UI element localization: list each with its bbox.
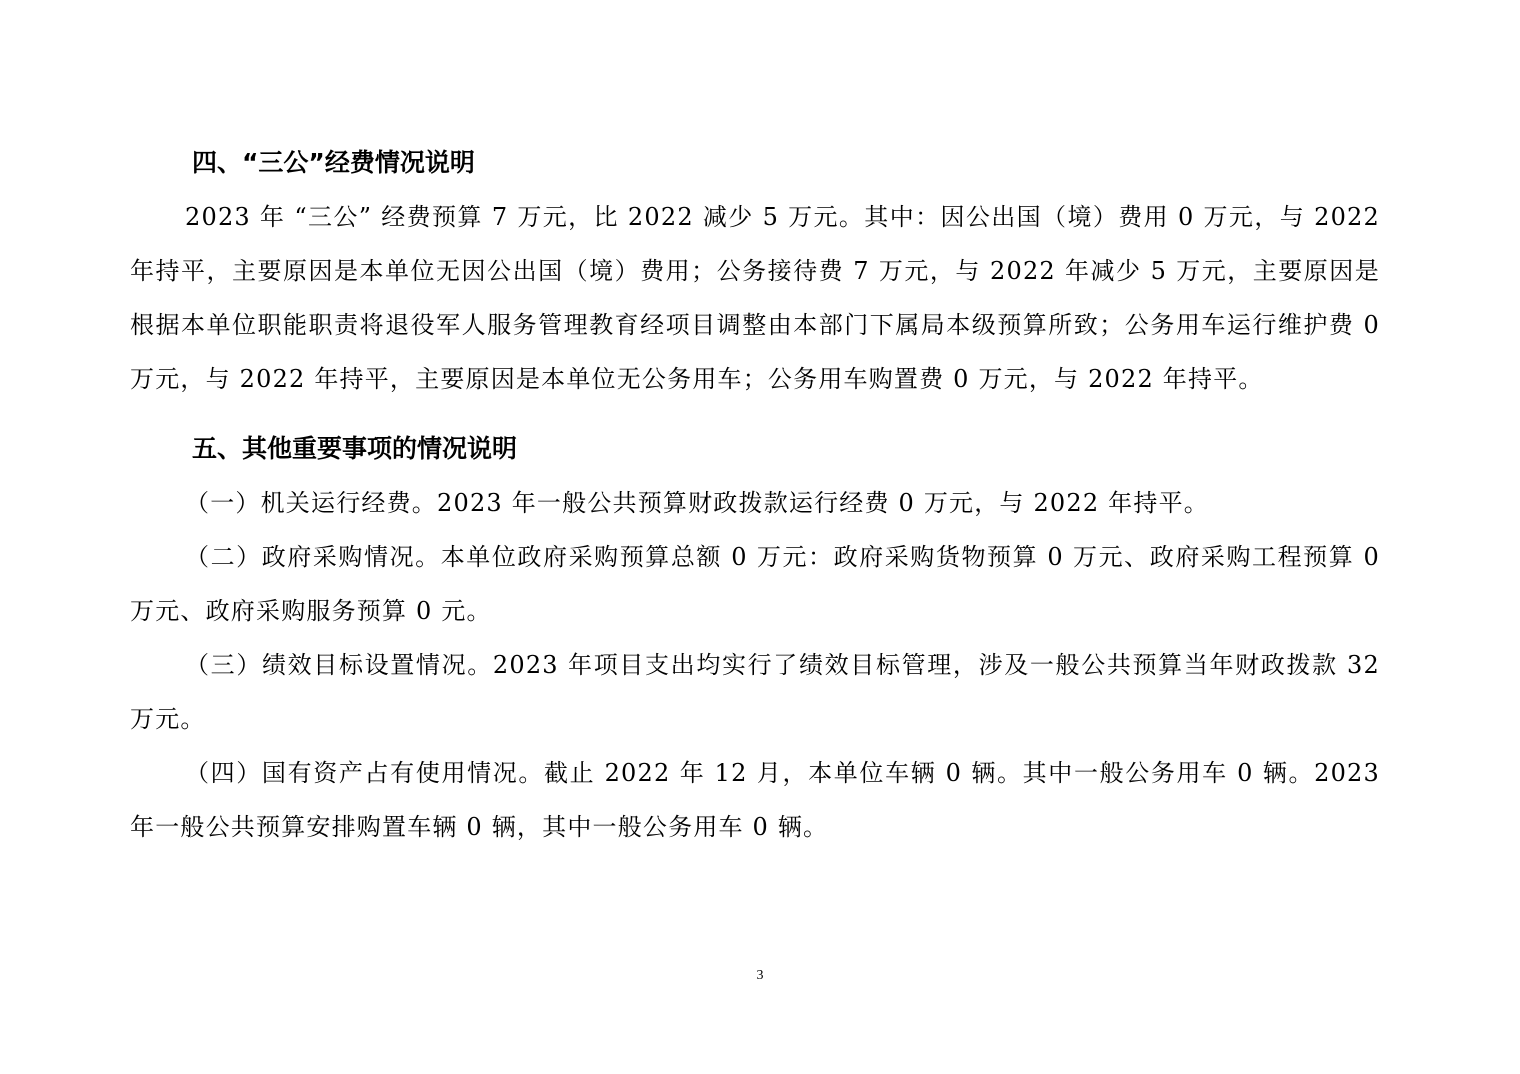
document-body bbox=[130, 136, 1380, 854]
section-heading-five: 五、其他重要事项的情况说明 bbox=[192, 434, 518, 463]
section-gap bbox=[130, 406, 1380, 422]
item-performance-targets: （三）绩效目标设置情况。2023 年项目支出均实行了绩效目标管理，涉及一般公共预算当年财政拨款 32 万元。 bbox=[130, 651, 1380, 733]
section-four-paragraph: 2023 年 “三公” 经费预算 7 万元，比 2022 减少 5 万元。其中：因公出国（境）费用 0 万元，与 2022 年持平，主要原因是本单位无因公出国（境）费用；公务接待费 7 万元，与 2022 年减少 5 万元，主要原因是根据本单位职能职责将退役军人服务管理教育经项目调整由本部门下属局本级预算所致；公务用车运行维护费 0 万元，与 2022 年持平，主要原因是本单位无公务用车；公务用车购置费 0 万元，与 2022 年持平。 bbox=[130, 203, 1380, 393]
item-operating-expenses: （一）机关运行经费。2023 年一般公共预算财政拨款运行经费 0 万元，与 2022 年持平。 bbox=[185, 489, 1209, 517]
section-heading-four: 四、“三公”经费情况说明 bbox=[192, 148, 475, 177]
item-state-assets: （四）国有资产占有使用情况。截止 2022 年 12 月，本单位车辆 0 辆。其中一般公务用车 0 辆。2023 年一般公共预算安排购置车辆 0 辆，其中一般公务用车 0 辆。 bbox=[130, 759, 1380, 841]
page-number: 3 bbox=[756, 968, 764, 983]
item-government-procurement: （二）政府采购情况。本单位政府采购预算总额 0 万元：政府采购货物预算 0 万元、政府采购工程预算 0 万元、政府采购服务预算 0 元。 bbox=[130, 543, 1380, 625]
